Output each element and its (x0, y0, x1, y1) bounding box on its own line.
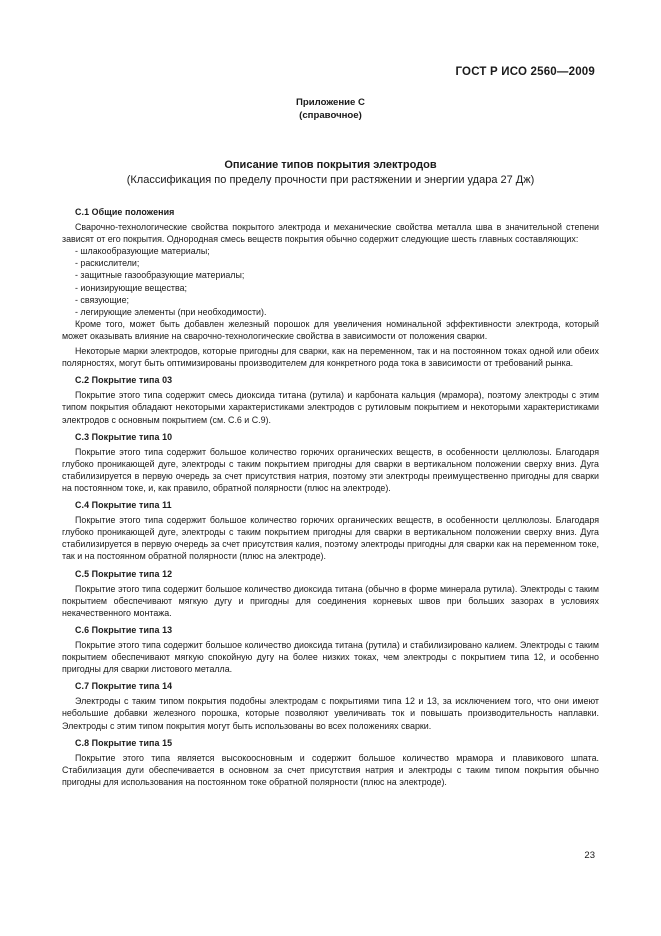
section-c5 (62, 568, 599, 619)
paragraph: Сварочно-технологические свойства покрытого электрода и механические свойства металла шва в значительной степени зависят от его покрытия. Однородная смесь веществ покрытия обычно содержит следующие шесть главных составляющих: (62, 222, 599, 245)
paragraph: Кроме того, может быть добавлен железный порошок для увеличения номинальной эффективности электрода, который может оказывать влияние на сварочно-технологические свойства в зависимости от положения сварки. (62, 318, 599, 341)
list-item: - защитные газообразующие материалы; (75, 270, 245, 281)
section-c3 (62, 431, 599, 494)
section-heading: С.6 Покрытие типа 13 (75, 624, 173, 635)
section-c2 (62, 374, 599, 425)
paragraph: Покрытие этого типа содержит большое количество диоксида титана (обычно в форме минерала рутила). Электроды с таким покрытием обеспечивают мягкую дугу и пригодны для соединения корневых швов при больших зазорах в условиях некачественного монтажа. (62, 583, 599, 618)
section-heading: С.8 Покрытие типа 15 (75, 737, 173, 748)
section-c6 (62, 624, 599, 675)
list-item: - шлакообразующие материалы; (75, 246, 210, 257)
list-item: - раскислители; (75, 258, 140, 269)
components-list (62, 245, 599, 318)
appendix-status: (справочное) (299, 110, 362, 121)
section-c1 (62, 206, 599, 369)
section-heading: С.1 Общие положения (75, 207, 175, 217)
section-heading: С.3 Покрытие типа 10 (75, 431, 173, 442)
section-c4 (62, 499, 599, 562)
section-heading: С.2 Покрытие типа 03 (75, 375, 173, 386)
section-heading: С.4 Покрытие типа 11 (75, 500, 172, 511)
paragraph: Покрытие этого типа содержит большое количество горючих органических веществ, в особенности целлюлозы. Благодаря глубоко проникающей дуге, электроды с таким покрытием пригодны для сварки в вертикальном положении сверху вниз. Дуга стабилизируется в первую очередь за счет присутствия калия, поэтому электроды пригодны для сварки как на переменном токе, так и на постоянном обратной полярности (плюс на электроде). (62, 515, 599, 562)
paragraph: Покрытие этого типа содержит большое количество диоксида титана (рутила) и стабилизировано калием. Электроды с таким покрытием обеспечивают мягкую спокойную дугу на более низких токах, чем электроды с покрытием типа 12, и особенно пригодны для сварки листового металла. (62, 640, 599, 675)
section-c8 (62, 737, 599, 788)
paragraph: Покрытие этого типа является высокоосновным и содержит большое количество мрамора и плавикового шпата. Стабилизация дуги обеспечивается в основном за счет присутствия натрия и электроды с таким типом покрытия обычно пригодны для использования на постоянном токе обратной полярности (плюс на электроде). (62, 752, 599, 787)
appendix-title: Приложение С (296, 97, 365, 108)
page-number: 23 (584, 850, 595, 861)
standard-designation: ГОСТ Р ИСО 2560—2009 (455, 66, 595, 78)
paragraph: Электроды с таким типом покрытия подобны электродам с покрытиями типа 12 и 13, за исключением того, что они имеют небольшие добавки железного порошка, которые позволяют увеличивать ток и повышать производительность наплавки. Электроды с этим типом покрытия могут быть использованы во всех положениях сварки. (62, 696, 599, 731)
document-body (62, 206, 599, 793)
appendix-heading (0, 96, 661, 122)
list-item: - связующие; (75, 294, 130, 305)
document-subtitle: (Классификация по пределу прочности при растяжении и энергии удара 27 Дж) (126, 174, 535, 186)
list-item: - ионизирующие вещества; (75, 282, 187, 293)
list-item: - легирующие элементы (при необходимости). (75, 306, 267, 317)
section-heading: С.5 Покрытие типа 12 (75, 568, 173, 579)
paragraph: Покрытие этого типа содержит большое количество горючих органических веществ, в особенности целлюлозы. Благодаря глубоко проникающей дуге, электроды с таким покрытием пригодны для сварки в вертикальном положении сверху вниз. Дуга стабилизируется в первую очередь за счет присутствия натрия, поэтому эти электроды преимущественно пригодны для сварки на постоянном токе, и, как правило, обратной полярности (плюс на электроде). (62, 446, 599, 493)
section-c7 (62, 680, 599, 731)
paragraph: Покрытие этого типа содержит смесь диоксида титана (рутила) и карбоната кальция (мрамора), поэтому электроды с этим типом покрытия обладают некоторыми характеристиками электродов с рутиловым покрытием и некоторыми характеристиками электродов с основным покрытием (см. С.6 и С.9). (62, 390, 599, 425)
paragraph: Некоторые марки электродов, которые пригодны для сварки, как на переменном, так и на постоянном токах одной или обеих полярностях, могут быть оптимизированы производителем для конкретного рода тока в зависимости от требований рынка. (62, 346, 599, 369)
section-heading: С.7 Покрытие типа 14 (75, 681, 173, 692)
document-title: Описание типов покрытия электродов (224, 159, 437, 171)
